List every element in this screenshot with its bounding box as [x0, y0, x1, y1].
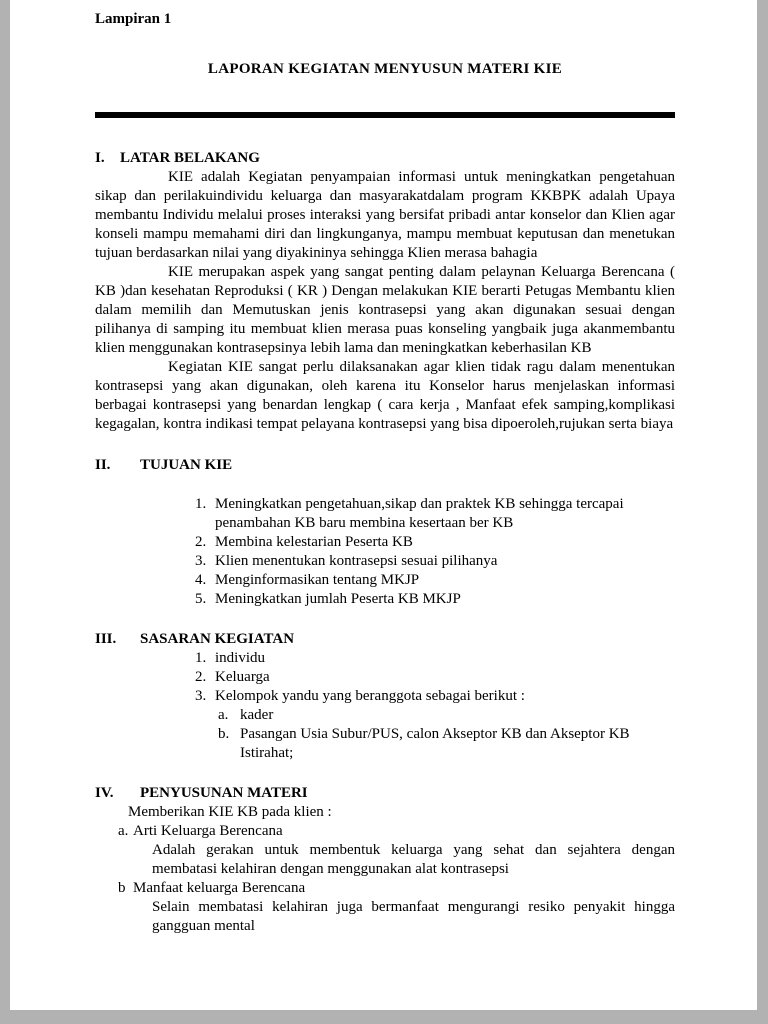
sub-item-text: kader	[240, 707, 274, 723]
sub-list-item	[218, 706, 675, 725]
paragraph: KIE merupakan aspek yang sangat penting dalam pelaynan Keluarga Berencana ( KB )dan kesehatan Reproduksi ( KR ) Dengan melakukan KIE berarti Petugas Membantu klien dalam memilih dan Memutuskan jenis kontrasepsi yang akan digunakan sesuai dengan pilihanya di samping itu membuat klien merasa puas konseling yangbaik juga akanmembantu klien menggunakan kontrasepsinya lebih lama dan meningkatkan keberhasilan KB	[95, 264, 675, 356]
list-item-number: 2.	[195, 669, 207, 685]
sub-item-letter: b.	[218, 726, 230, 742]
list-item-text: Menginformasikan tentang MKJP	[215, 572, 420, 588]
paragraph: KIE adalah Kegiatan penyampaian informasi untuk meningkatkan pengetahuan sikap dan perilakuindividu keluarga dan masyarakatdalam program KKBPK adalah Upaya membantu Individu melalui proses interaksi yang bersifat pribadi antar konselor dan Klien agar konseli mampu memahami diri dan lingkunganya, mampu membuat keputusan dan menetukan tujuan berdasarkan nilai yang diyakininya sehingga Klien merasa bahagia	[95, 169, 675, 261]
list-item-text: Membina kelestarian Peserta KB	[215, 534, 413, 550]
lampiran-label: Lampiran 1	[95, 11, 172, 27]
list-item	[195, 533, 675, 552]
section-tujuan-kie	[95, 456, 675, 609]
list-item	[195, 495, 675, 533]
list-item-number: 1.	[195, 496, 207, 512]
list-item	[195, 687, 675, 706]
document-title: LAPORAN KEGIATAN MENYUSUN MATERI KIE	[207, 61, 563, 77]
section-number: III.	[95, 631, 117, 647]
section-heading-row	[95, 149, 675, 168]
section-penyusunan-materi	[95, 784, 675, 936]
point-a-row	[118, 822, 675, 841]
list-item-number: 4.	[195, 572, 207, 588]
list-item-number: 1.	[195, 650, 207, 666]
list-item-number: 2.	[195, 534, 207, 550]
point-letter: a.	[118, 823, 129, 839]
section-number: IV.	[95, 785, 114, 801]
section-intro: Memberikan KIE KB pada klien :	[128, 804, 332, 820]
section-heading-row	[95, 630, 675, 649]
point-letter: b	[118, 880, 126, 896]
section-number: I.	[95, 150, 105, 166]
list-item	[195, 571, 675, 590]
point-b-row	[118, 879, 675, 898]
section-title: SASARAN KEGIATAN	[140, 631, 295, 647]
paragraph: Kegiatan KIE sangat perlu dilaksanakan agar klien tidak ragu dalam menentukan kontrasepsi yang akan digunakan, oleh karena itu Konselor harus menjelaskan informasi berbagai kontrasepsi yang benardan lengkap ( cara kerja , Manfaat efek samping,komplikasi kegagalan, kontra indikasi tempat pelayana kontrasepsi yang bisa dipoeroleh,rujukan serta biaya	[95, 359, 675, 432]
document-page	[10, 0, 757, 1010]
list-item-text: Klien menentukan kontrasepsi sesuai pilihanya	[215, 553, 498, 569]
section-heading-row	[95, 456, 675, 475]
list-item	[195, 649, 675, 668]
section-title: TUJUAN KIE	[140, 457, 233, 473]
sub-item-letter: a.	[218, 707, 229, 723]
section-title: LATAR BELAKANG	[120, 150, 260, 166]
sub-list-item	[218, 725, 675, 763]
list-item-text: Kelompok yandu yang beranggota sebagai berikut :	[215, 688, 525, 704]
section-number: II.	[95, 457, 111, 473]
point-title: Arti Keluarga Berencana	[133, 823, 283, 839]
list-item-text: Meningkatkan jumlah Peserta KB MKJP	[215, 591, 461, 607]
list-item	[195, 552, 675, 571]
section-title: PENYUSUNAN MATERI	[140, 785, 308, 801]
list-item-text: individu	[215, 650, 266, 666]
section-heading-row	[95, 784, 675, 803]
point-title: Manfaat keluarga Berencana	[133, 880, 306, 896]
sub-item-text: Pasangan Usia Subur/PUS, calon Akseptor KB dan Akseptor KB Istirahat;	[240, 726, 630, 761]
list-item-number: 3.	[195, 688, 207, 704]
list-item-text: Meningkatkan pengetahuan,sikap dan praktek KB sehingga tercapai penambahan KB baru membina kesertaan ber KB	[215, 496, 624, 531]
point-b-text: Selain membatasi kelahiran juga bermanfaat mengurangi resiko penyakit hingga gangguan mental	[152, 899, 675, 934]
section-latar-belakang	[95, 149, 675, 434]
list-item-number: 5.	[195, 591, 207, 607]
numbered-list	[95, 495, 675, 609]
point-a-text: Adalah gerakan untuk membentuk keluarga yang sehat dan sejahtera dengan membatasi kelahiran dengan menggunakan alat kontrasepsi	[152, 842, 675, 877]
lettered-sub-list	[218, 706, 675, 763]
numbered-list	[95, 649, 675, 706]
list-item	[195, 590, 675, 609]
list-item	[195, 668, 675, 687]
list-item-text: Keluarga	[215, 669, 270, 685]
section-sasaran-kegiatan	[95, 630, 675, 763]
list-item-number: 3.	[195, 553, 207, 569]
horizontal-rule	[95, 112, 675, 118]
